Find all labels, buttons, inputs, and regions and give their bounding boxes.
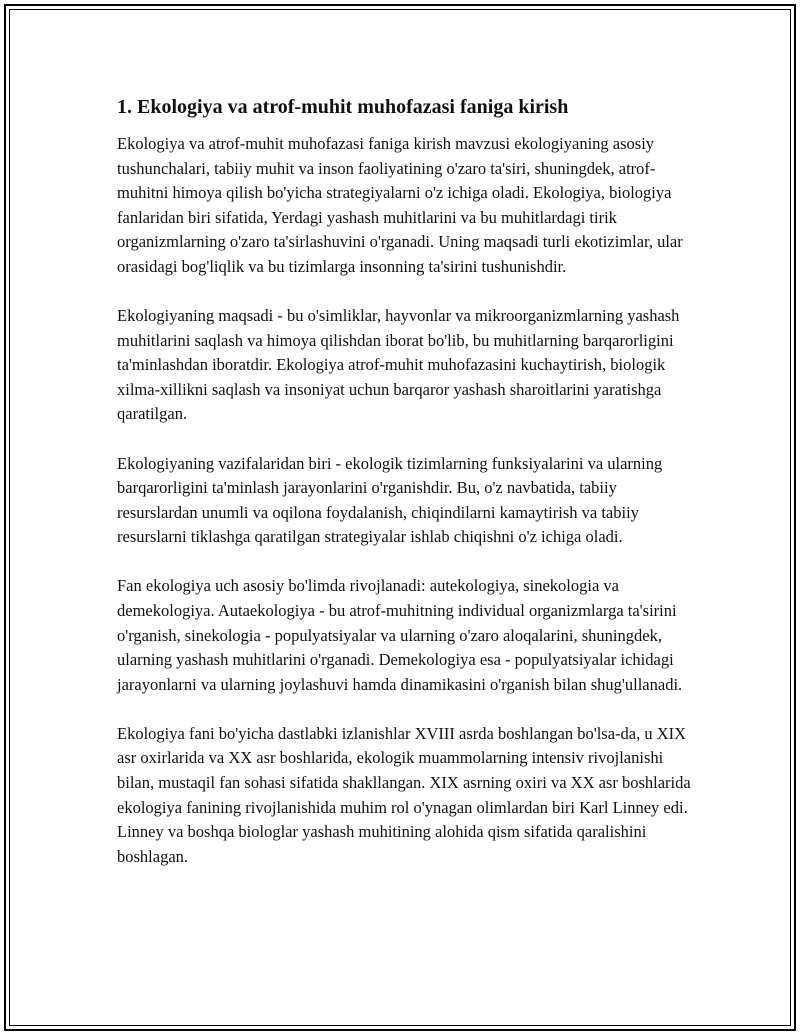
section-title: 1. Ekologiya va atrof-muhit muhofazasi faniga kirish [117,96,569,118]
paragraph-history: Ekologiya fani bo'yicha dastlabki izlanishlar XVIII asrda boshlangan bo'lsa-da, u XIX asr oxirlarida va XX asr boshlarida, ekologik muammolarning intensiv rivojlanishi bilan, mustaqil fan sohasi sifatida shakllangan. XIX asrning oxiri va XX asr boshlarida ekologiya fanining rivojlanishida muhim rol o'ynagan olimlardan biri Karl Linney edi. Linney va boshqa biologlar yashash muhitining alohida qism sifatida qaralishini boshlagan. [117,723,691,866]
paragraph-goal: Ekologiyaning maqsadi - bu o'simliklar, hayvonlar va mikroorganizmlarning yashash muhitlarini saqlash va himoya qilishdan iborat bo'lib, bu muhitlarning barqarorligini ta'minlashdan iboratdir. Ekologiya atrof-muhit muhofazasini kuchaytirish, biologik xilma-xillikni saqlash va insoniyat uchun barqaror yashash sharoitlarini yaratishga qaratilgan. [117,306,680,424]
paragraph-introduction: Ekologiya va atrof-muhit muhofazasi faniga kirish mavzusi ekologiyaning asosiy tushunchalari, tabiiy muhit va inson faoliyatining o'zaro ta'siri, shuningdek, atrof-muhitni himoya qilish bo'yicha strategiyalarni o'z ichiga oladi. Ekologiya, biologiya fanlaridan biri sifatida, Yerdagi yashash muhitlarini va bu muhitlardagi tirik organizmlarning o'zaro ta'sirlashuvini o'rganadi. Uning maqsadi turli ekotizimlar, ular orasidagi bog'liqlik va bu tizimlarga insonning ta'sirini tushunishdir. [117,134,683,276]
document-body [117,94,691,894]
paragraph-branches: Fan ekologiya uch asosiy bo'limda rivojlanadi: autekologiya, sinekologia va demekologiya. Autaekologiya - bu atrof-muhitning individual organizmlarga ta'sirini o'rganish, sinekologia - populyatsiyalar va ularning o'zaro aloqalarini, shuningdek, ularning yashash muhitlarini o'rganadi. Demekologiya esa - populyatsiyalar ichidagi jarayonlarni va ularning joylashuvi hamda dinamikasini o'rganish bilan shug'ullanadi. [117,576,683,694]
paragraph-tasks: Ekologiyaning vazifalaridan biri - ekologik tizimlarning funksiyalarini va ularning barqarorligini ta'minlash jarayonlarini o'rganishdir. Bu, o'z navbatida, tabiiy resurslardan unumli va oqilona foydalanish, chiqindilarni kamaytirish va tabiiy resurslarni tiklashga qaratilgan strategiyalar ishlab chiqishni o'z ichiga oladi. [117,453,663,547]
